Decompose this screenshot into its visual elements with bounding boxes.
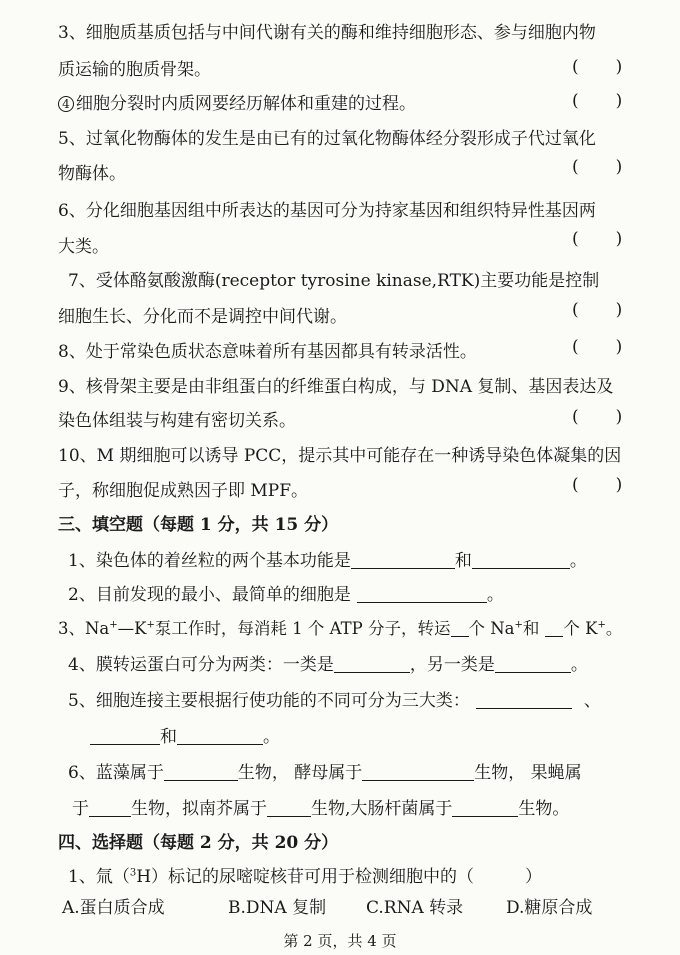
tf-q9-answer: ( ) — [572, 407, 624, 427]
tf-q3-line1: 3、细胞质基质包括与中间代谢有关的酶和维持细胞形态、参与细胞内物 — [58, 23, 596, 43]
tf-q5-line1: 5、过氧化物酶体的发生是由已有的过氧化物酶体经分裂形成子代过氧化 — [58, 129, 596, 149]
tf-q7-answer: ( ) — [572, 300, 624, 320]
fill-q5-line2: 和 。 — [90, 722, 280, 747]
blank[interactable] — [334, 656, 410, 673]
fill-q4: 4、膜转运蛋白可分为两类：一类是 ，另一类是 。 — [68, 655, 588, 675]
tf-q6-answer: ( ) — [572, 229, 624, 249]
circled-number: 4 — [58, 96, 74, 112]
tf-q9-line2: 染色体组装与构建有密切关系。 — [58, 411, 296, 431]
tf-q5-answer: ( ) — [572, 157, 624, 177]
mc-q1: 1、氚（$^3$H）标记的尿嘧啶核苷可用于检测细胞中的（ ） — [68, 867, 543, 887]
tf-q10-answer: ( ) — [572, 475, 624, 495]
blank[interactable] — [164, 764, 238, 781]
tf-q6-line2: 大类。 — [58, 237, 109, 257]
tf-q10-line2: 子，称细胞促成熟因子即 MPF。 — [58, 481, 309, 501]
tf-q10-line1: 10、M 期细胞可以诱导 PCC，提示其中可能存在一种诱导染色体凝集的因 — [58, 446, 622, 466]
tf-q9-line1: 9、核骨架主要是由非组蛋白的纤维蛋白构成，与 DNA 复制、基因表达及 — [58, 377, 614, 397]
mc-heading: 四、选择题（每题 2 分，共 20 分） — [58, 833, 339, 853]
blank[interactable] — [476, 692, 572, 709]
mc-option-a[interactable]: A.蛋白质合成 — [62, 898, 165, 918]
fill-q2: 2、目前发现的最小、最简单的细胞是 。 — [68, 585, 504, 605]
fill-q6-line1: 6、蓝藻属于 生物， 酵母属于 生物， 果蝇属 — [68, 763, 582, 783]
blank[interactable] — [545, 620, 563, 637]
blank[interactable] — [267, 800, 311, 817]
tf-q6-line1: 6、分化细胞基因组中所表达的基因可分为持家基因和组织特异性基因两 — [58, 201, 596, 221]
blank[interactable] — [495, 656, 571, 673]
tf-q4 — [58, 89, 416, 114]
fill-q5-line1: 5、细胞连接主要根据行使功能的不同可分为三大类： 、 — [68, 691, 601, 711]
blank[interactable] — [89, 800, 131, 817]
mc-option-c[interactable]: C.RNA 转录 — [366, 898, 464, 918]
blank[interactable] — [177, 728, 263, 745]
blank[interactable] — [357, 586, 487, 603]
fill-heading: 三、填空题（每题 1 分，共 15 分） — [58, 515, 339, 535]
tf-q3-answer: ( ) — [572, 57, 624, 77]
blank[interactable] — [452, 800, 518, 817]
tf-q7-line2: 细胞生长、分化而不是调控中间代谢。 — [58, 307, 347, 327]
fill-q6-line2: 于 生物，拟南芥属于 生物,大肠杆菌属于 生物。 — [72, 799, 570, 819]
blank[interactable] — [351, 552, 455, 569]
blank[interactable] — [451, 620, 469, 637]
tf-q7-line1: 7、受体酪氨酸激酶(receptor tyrosine kinase,RTK)主要功能是控制 — [68, 271, 600, 291]
mc-option-d[interactable]: D.糖原合成 — [506, 898, 593, 918]
tf-q8: 8、处于常染色质状态意味着所有基因都具有转录活性。 — [58, 342, 477, 362]
mc-option-b[interactable]: B.DNA 复制 — [228, 898, 327, 918]
blank[interactable] — [90, 728, 160, 745]
blank[interactable] — [472, 552, 570, 569]
tf-q3-line2: 质运输的胞质骨架。 — [58, 60, 211, 80]
fill-q3: 3、Na+—K+泵工作时，每消耗 1 个 ATP 分子，转运 个 Na+和 个 K+。 — [58, 619, 623, 638]
tf-q8-answer: ( ) — [572, 337, 624, 357]
fill-q1: 1、染色体的着丝粒的两个基本功能是 和 。 — [68, 551, 587, 571]
tf-q5-line2: 物酶体。 — [58, 164, 126, 184]
page-footer: 第 2 页，共 4 页 — [283, 932, 397, 950]
blank[interactable] — [362, 764, 474, 781]
tf-q4-answer: ( ) — [572, 91, 624, 111]
tf-q4-text: 细胞分裂时内质网要经历解体和重建的过程。 — [76, 94, 416, 114]
